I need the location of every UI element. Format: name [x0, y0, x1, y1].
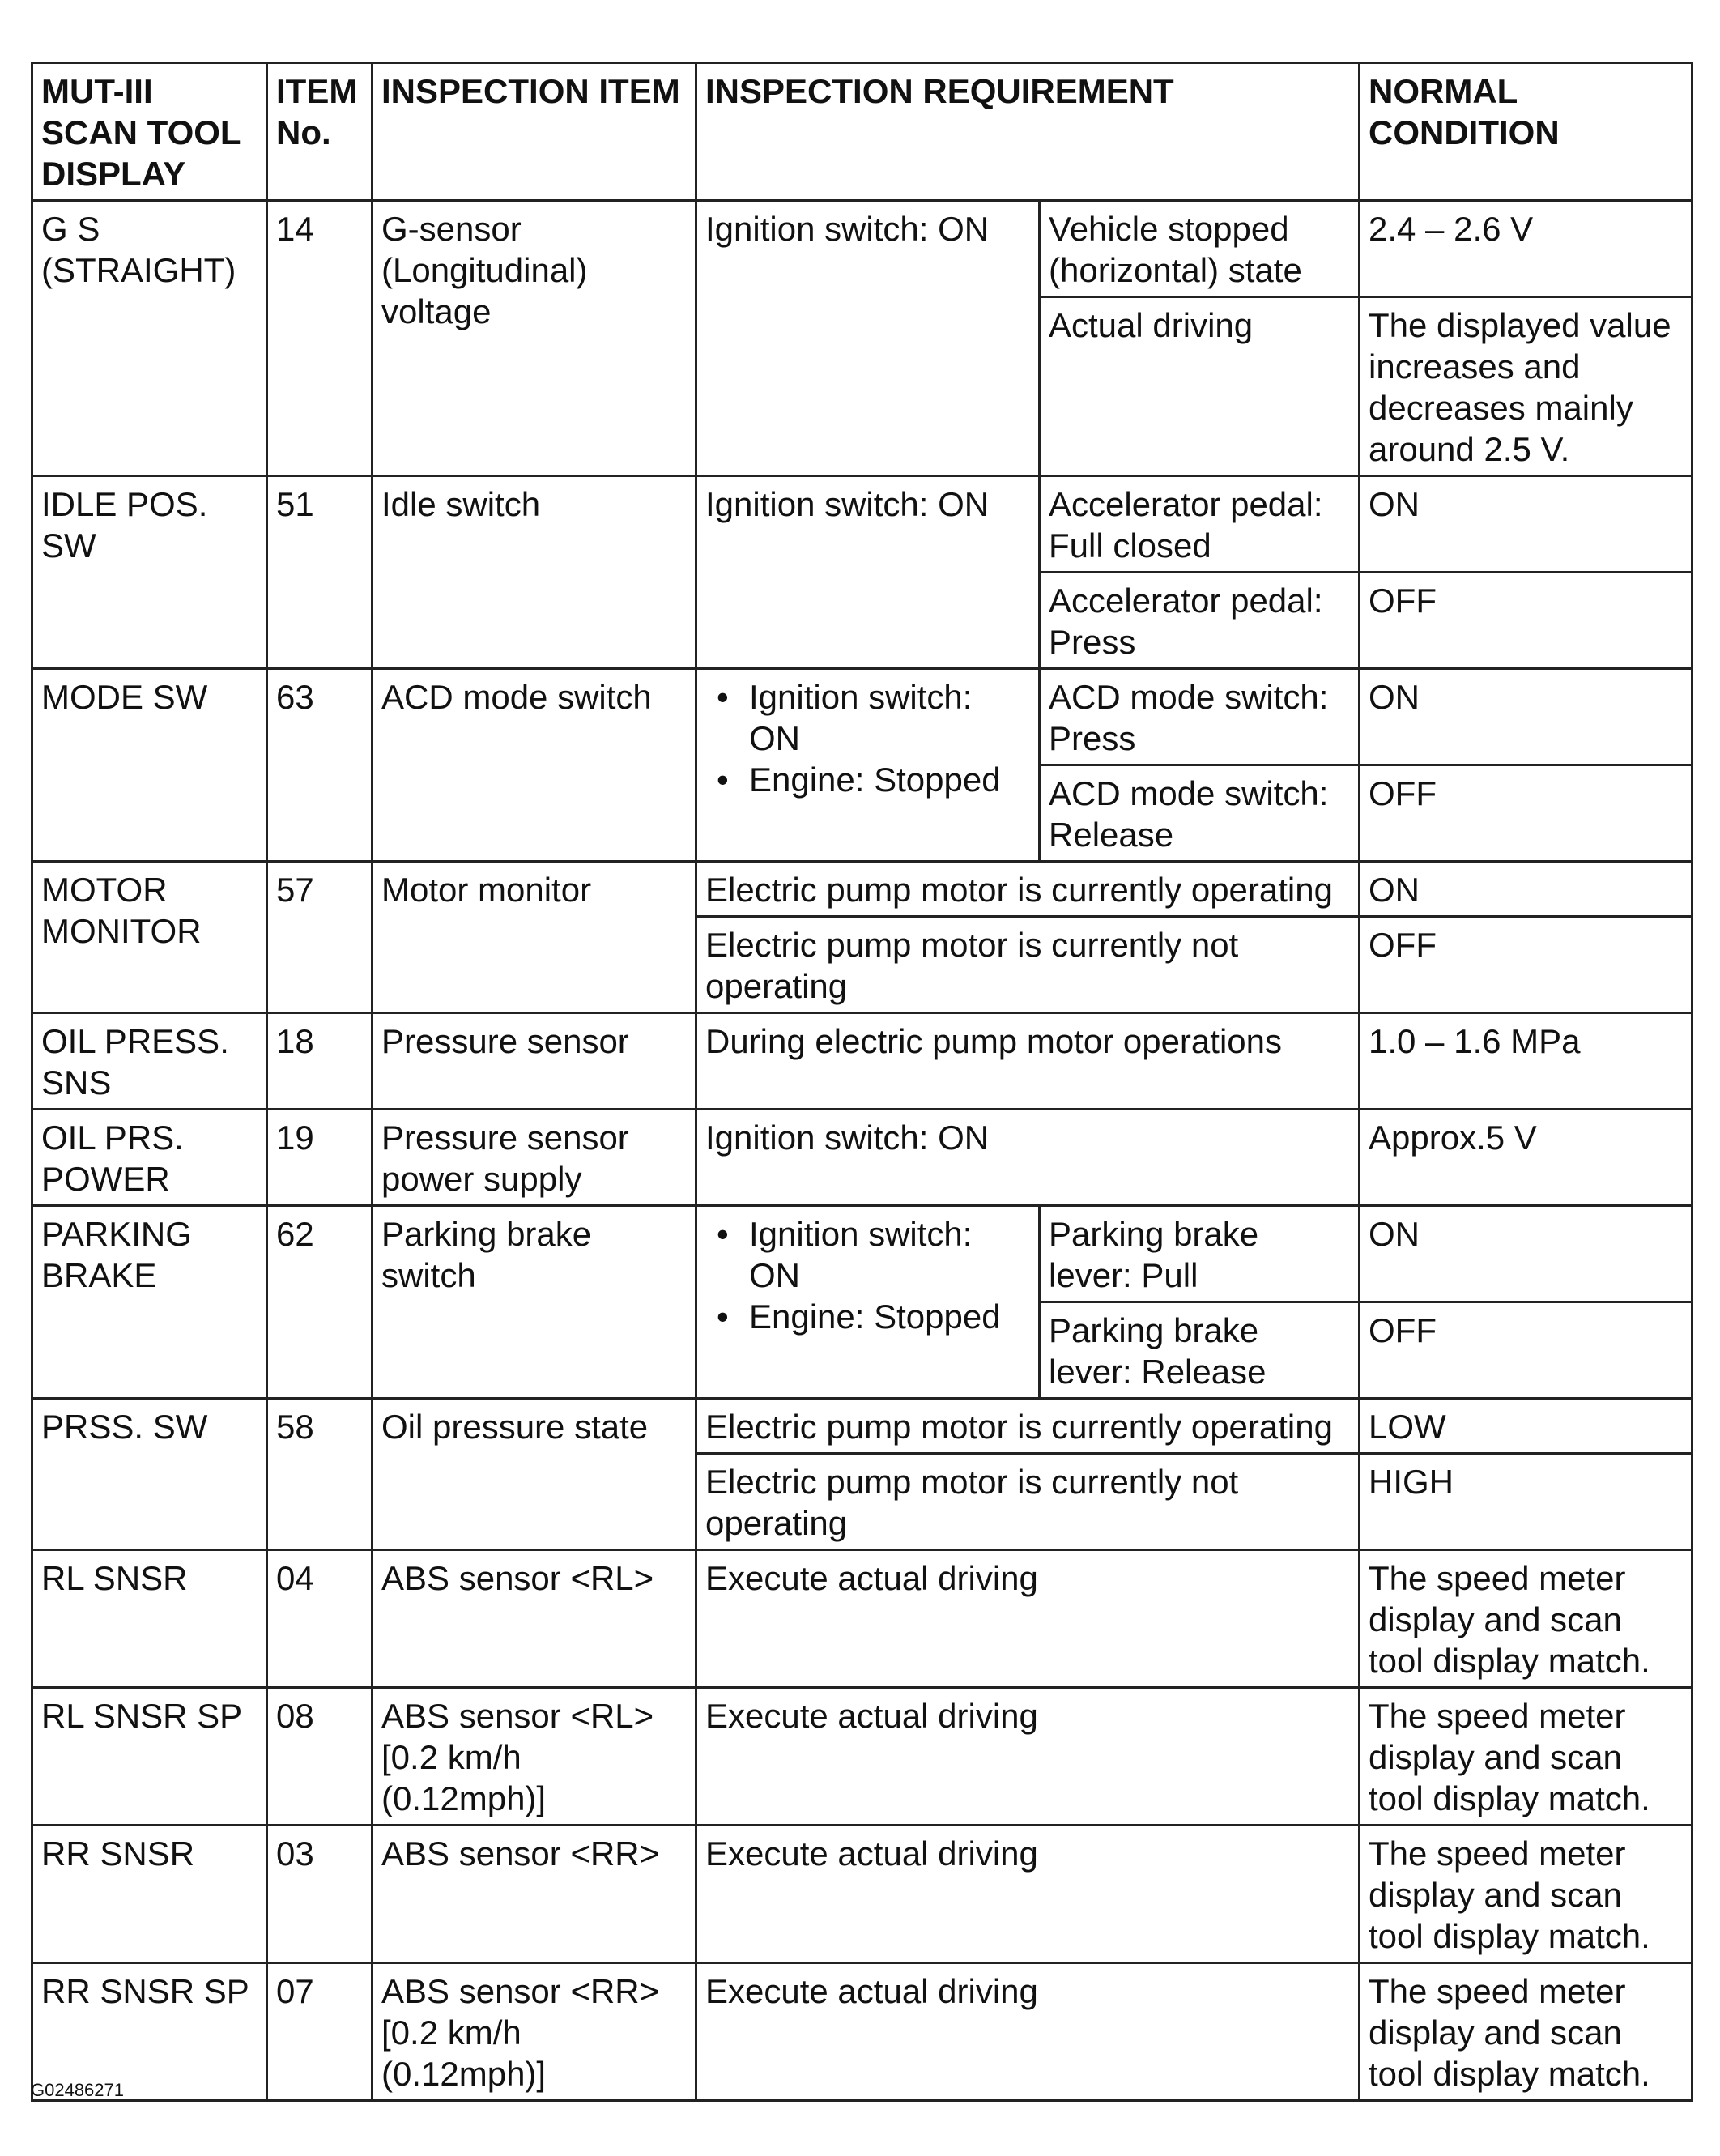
requirement-cell: Execute actual driving [696, 1963, 1360, 2101]
condition-cell: Vehicle stopped (horizontal) state [1040, 201, 1360, 297]
bullet-item: • Ignition switch: ON [705, 676, 1030, 759]
normal-cell: 2.4 – 2.6 V [1360, 201, 1692, 297]
inspection-item-cell: Pressure sensor [373, 1013, 696, 1110]
inspection-item-cell: Parking brake switch [373, 1206, 696, 1399]
normal-cell: OFF [1360, 1302, 1692, 1399]
inspection-item-cell: Pressure sensor power supply [373, 1110, 696, 1206]
item-no-cell: 58 [267, 1399, 373, 1550]
requirement-cell: Ignition switch: ON [696, 476, 1040, 669]
normal-cell: ON [1360, 862, 1692, 917]
inspection-item-cell: G-sensor (Longitudinal) voltage [373, 201, 696, 476]
item-no-cell: 19 [267, 1110, 373, 1206]
item-no-cell: 57 [267, 862, 373, 1013]
condition-cell: ACD mode switch: Release [1040, 765, 1360, 862]
header-normal-condition: NORMAL CONDITION [1360, 63, 1692, 201]
normal-cell: The speed meter display and scan tool display match. [1360, 1688, 1692, 1826]
display-cell: RL SNSR [32, 1550, 267, 1688]
table-row [32, 669, 1692, 765]
condition-cell: Accelerator pedal: Press [1040, 573, 1360, 669]
normal-cell: ON [1360, 476, 1692, 573]
requirement-cell: During electric pump motor operations [696, 1013, 1360, 1110]
item-no-cell: 07 [267, 1963, 373, 2101]
display-cell: RR SNSR [32, 1826, 267, 1963]
bullet-item: • Ignition switch: ON [705, 1213, 1030, 1296]
normal-cell: The speed meter display and scan tool display match. [1360, 1550, 1692, 1688]
requirement-cell: Electric pump motor is currently not operating [696, 917, 1360, 1013]
normal-cell: The speed meter display and scan tool display match. [1360, 1826, 1692, 1963]
normal-cell: OFF [1360, 765, 1692, 862]
normal-cell: The speed meter display and scan tool display match. [1360, 1963, 1692, 2101]
display-cell: IDLE POS. SW [32, 476, 267, 669]
header-row [32, 63, 1692, 201]
normal-cell: LOW [1360, 1399, 1692, 1454]
item-no-cell: 08 [267, 1688, 373, 1826]
bullet-item: • Engine: Stopped [705, 1296, 1030, 1337]
normal-cell: 1.0 – 1.6 MPa [1360, 1013, 1692, 1110]
table-row [32, 1013, 1692, 1110]
item-no-cell: 03 [267, 1826, 373, 1963]
bullet-item: • Engine: Stopped [705, 759, 1030, 800]
condition-cell: ACD mode switch: Press [1040, 669, 1360, 765]
display-cell: PARKING BRAKE [32, 1206, 267, 1399]
condition-cell: Accelerator pedal: Full closed [1040, 476, 1360, 573]
normal-cell: Approx.5 V [1360, 1110, 1692, 1206]
item-no-cell: 04 [267, 1550, 373, 1688]
display-cell: OIL PRESS. SNS [32, 1013, 267, 1110]
header-item-no: ITEM No. [267, 63, 373, 201]
inspection-item-cell: ABS sensor <RR> [373, 1826, 696, 1963]
inspection-item-cell: Motor monitor [373, 862, 696, 1013]
table-row [32, 1963, 1692, 2101]
inspection-item-cell: ABS sensor <RL> [0.2 km/h (0.12mph)] [373, 1688, 696, 1826]
requirement-bullet-list [705, 1213, 1030, 1337]
header-inspection-requirement: INSPECTION REQUIREMENT [696, 63, 1360, 201]
requirement-cell: Ignition switch: ON [696, 1110, 1360, 1206]
requirement-cell: Ignition switch: ON [696, 201, 1040, 476]
normal-cell: The displayed value increases and decreases mainly around 2.5 V. [1360, 297, 1692, 476]
figure-id: G02486271 [31, 2080, 124, 2100]
display-cell: OIL PRS. POWER [32, 1110, 267, 1206]
inspection-item-cell: ABS sensor <RL> [373, 1550, 696, 1688]
display-cell: RR SNSR SP [32, 1963, 267, 2101]
table-row [32, 1688, 1692, 1826]
header-inspection-item: INSPECTION ITEM [373, 63, 696, 201]
display-cell: RL SNSR SP [32, 1688, 267, 1826]
table-row [32, 1826, 1692, 1963]
condition-cell: Parking brake lever: Release [1040, 1302, 1360, 1399]
table-row [32, 1550, 1692, 1688]
normal-cell: OFF [1360, 917, 1692, 1013]
item-no-cell: 18 [267, 1013, 373, 1110]
display-cell: MOTOR MONITOR [32, 862, 267, 1013]
table-row [32, 1110, 1692, 1206]
requirement-cell [696, 1206, 1040, 1399]
requirement-cell: Electric pump motor is currently operating [696, 862, 1360, 917]
inspection-item-cell: ABS sensor <RR> [0.2 km/h (0.12mph)] [373, 1963, 696, 2101]
inspection-item-cell: Idle switch [373, 476, 696, 669]
table-row [32, 862, 1692, 917]
table-row [32, 1399, 1692, 1454]
inspection-item-cell: Oil pressure state [373, 1399, 696, 1550]
normal-cell: OFF [1360, 573, 1692, 669]
item-no-cell: 14 [267, 201, 373, 476]
inspection-item-cell: ACD mode switch [373, 669, 696, 862]
requirement-cell [696, 669, 1040, 862]
normal-cell: ON [1360, 1206, 1692, 1302]
requirement-cell: Electric pump motor is currently operating [696, 1399, 1360, 1454]
inspection-table [31, 62, 1693, 2102]
requirement-cell: Execute actual driving [696, 1550, 1360, 1688]
requirement-bullet-list [705, 676, 1030, 800]
item-no-cell: 62 [267, 1206, 373, 1399]
table-row [32, 1206, 1692, 1302]
requirement-cell: Electric pump motor is currently not operating [696, 1454, 1360, 1550]
requirement-cell: Execute actual driving [696, 1688, 1360, 1826]
display-cell: G S (STRAIGHT) [32, 201, 267, 476]
display-cell: PRSS. SW [32, 1399, 267, 1550]
item-no-cell: 63 [267, 669, 373, 862]
table-row [32, 476, 1692, 573]
requirement-cell: Execute actual driving [696, 1826, 1360, 1963]
header-display: MUT-III SCAN TOOL DISPLAY [32, 63, 267, 201]
condition-cell: Parking brake lever: Pull [1040, 1206, 1360, 1302]
table-row [32, 201, 1692, 297]
normal-cell: ON [1360, 669, 1692, 765]
condition-cell: Actual driving [1040, 297, 1360, 476]
display-cell: MODE SW [32, 669, 267, 862]
normal-cell: HIGH [1360, 1454, 1692, 1550]
item-no-cell: 51 [267, 476, 373, 669]
